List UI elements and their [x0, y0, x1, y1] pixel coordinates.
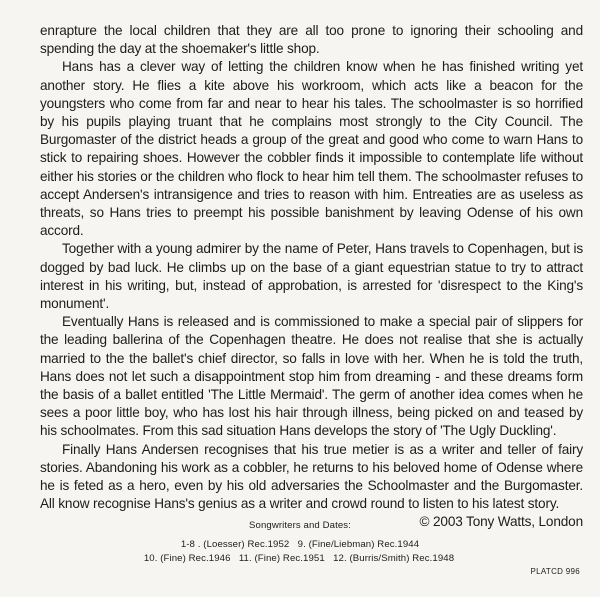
paragraph-5: Finally Hans Andersen recognises that his true metier is as a writer and teller of fairy stories. Abandoning his work as a cobbler, he returns to his beloved home of Odense where he is feted as a hero, even by his old adversaries the Schoolmaster and the Burgomaster. All know recognise Hans's genius as a writer and crowd round to listen to his latest story. — [40, 441, 583, 512]
paragraph-2: Hans has a clever way of letting the children know when he has finished writing yet another story. He flies a kite above his workroom, which acts like a beacon for the youngsters who come from far and near to hear his tales. The schoolmaster is so horrified by his pupils playing truant that he complains most strongly to the City Council. The Burgomaster of the district heads a group of the great and good who come to warn Hans to stick to repairing shoes. However the cobbler finds it impossible to contemplate life without either his stories or the children who flock to hear him tell them. The schoolmaster refuses to accept Andersen's intransigence and tries to reason with him. Entreaties are as useless as threats, so Hans tries to preempt his possible banishment by leaving Odense of his own accord. — [40, 59, 583, 239]
songwriter-credits — [0, 519, 600, 567]
credits-line-1: 1-8 . (Loesser) Rec.1952 9. (Fine/Liebman) Rec.1944 — [180, 538, 420, 550]
credits-heading: Songwriters and Dates: — [249, 520, 351, 531]
catalog-number: PLATCD 996 — [530, 567, 580, 576]
copyright-line: © 2003 Tony Watts, London — [419, 514, 583, 530]
paragraph-3: Together with a young admirer by the name of Peter, Hans travels to Copenhagen, but is dogged by bad luck. He climbs up on the base of a giant equestrian statue to try to attract interest in his writing, but, instead of approbation, is arrested for 'disrespect to the King's monument'. — [40, 241, 583, 312]
credits-line-2: 10. (Fine) Rec.1946 11. (Fine) Rec.1951 12. (Burris/Smith) Rec.1948 — [143, 553, 455, 564]
liner-notes-text — [40, 22, 583, 532]
paragraph-1: enrapture the local children that they are all too prone to ignoring their schooling and spending the day at the shoemaker's little shop. — [40, 23, 583, 57]
paragraph-4: Eventually Hans is released and is commissioned to make a special pair of slippers for the leading ballerina of the Copenhagen theatre. He does not realise that she is actually married to the the ballet's chief director, so falls in love with her. When he is told the truth, Hans does not let such a disappointment stop him from dreaming - and these dreams form the basis of a ballet entitled 'The Little Mermaid'. The germ of another idea comes when he sees a poor little boy, who has lost his hair through illness, being picked on and teased by his schoolmates. From this sad situation Hans develops the story of 'The Ugly Duckling'. — [40, 314, 583, 439]
